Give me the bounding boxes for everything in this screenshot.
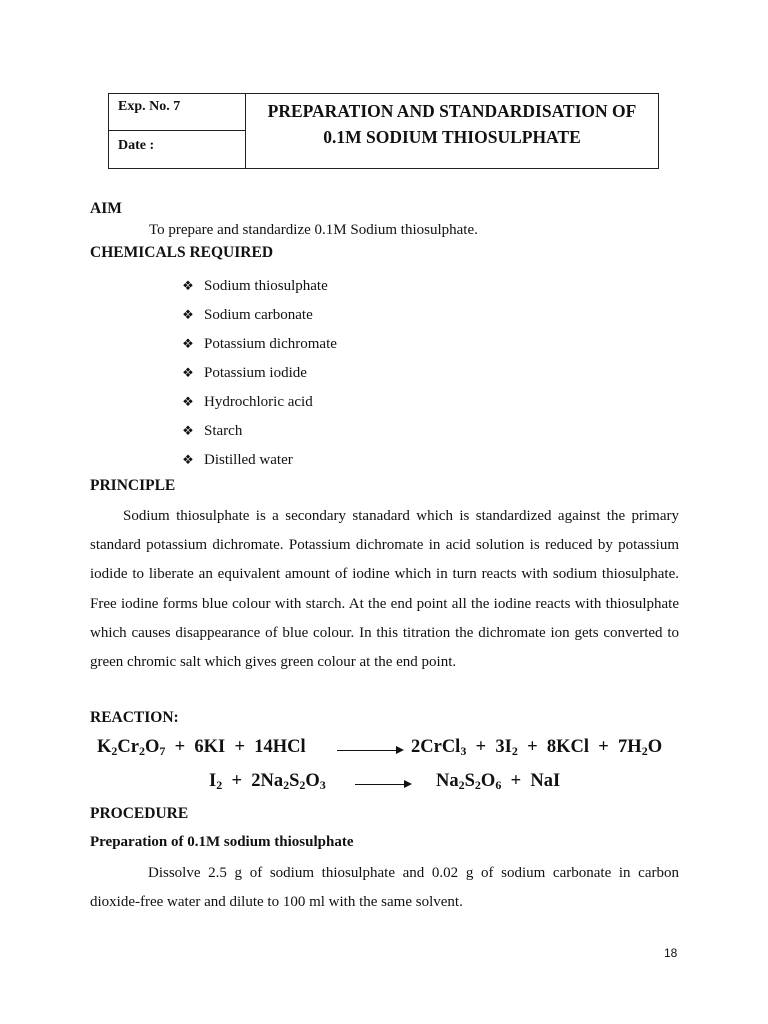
formula-part: 2CrCl [411, 737, 461, 757]
aim-text: To prepare and standardize 0.1M Sodium thiosulphate. [149, 222, 478, 238]
chemicals-list [180, 271, 337, 474]
chemical-name: Potassium dichromate [204, 335, 337, 352]
equation-1-products [411, 737, 662, 759]
formula-part: + 2Na [222, 771, 284, 791]
formula-part: O [480, 771, 496, 791]
diamond-bullet-icon: ❖ [182, 277, 194, 293]
formula-subscript: 6 [495, 778, 502, 792]
formula-subscript: 2 [138, 744, 145, 758]
formula-subscript: 2 [474, 778, 481, 792]
diamond-bullet-icon: ❖ [182, 393, 194, 409]
aim-heading: AIM [90, 200, 122, 217]
formula-part: O [305, 771, 320, 791]
chemical-name: Hydrochloric acid [204, 393, 313, 410]
title-line-1: PREPARATION AND STANDARDISATION OF [267, 101, 637, 121]
chemical-item [180, 358, 337, 387]
equation-1-reactants [97, 737, 306, 759]
date-label: Date : [118, 138, 155, 153]
formula-part: S [289, 771, 300, 791]
formula-part: + 3I [466, 737, 512, 757]
header-left-column [109, 94, 246, 168]
chemicals-heading: CHEMICALS REQUIRED [90, 244, 274, 261]
formula-part: I [209, 771, 217, 791]
formula-subscript: 2 [458, 778, 465, 792]
procedure-subheading: Preparation of 0.1M sodium thiosulphate [90, 834, 354, 850]
formula-subscript: 2 [283, 778, 290, 792]
chemical-name: Starch [204, 422, 243, 439]
formula-subscript: 2 [111, 744, 118, 758]
chemical-item [180, 300, 337, 329]
reaction-arrow-2 [355, 784, 410, 785]
principle-heading: PRINCIPLE [90, 477, 176, 494]
title-line-2: 0.1M SODIUM THIOSULPHATE [323, 127, 581, 147]
formula-subscript: 3 [460, 744, 467, 758]
formula-subscript: 3 [319, 778, 326, 792]
diamond-bullet-icon: ❖ [182, 422, 194, 438]
diamond-bullet-icon: ❖ [182, 364, 194, 380]
experiment-title [246, 98, 658, 150]
formula-part: Na [436, 771, 459, 791]
chemical-item [180, 387, 337, 416]
formula-part: O [647, 737, 663, 757]
diamond-bullet-icon: ❖ [182, 306, 194, 322]
chemical-item [180, 416, 337, 445]
formula-subscript: 2 [641, 744, 648, 758]
chemical-name: Sodium carbonate [204, 306, 313, 323]
formula-part: O [144, 737, 160, 757]
procedure-heading: PROCEDURE [90, 805, 189, 822]
chemical-name: Potassium iodide [204, 364, 307, 381]
equation-2-reactants [209, 771, 326, 793]
diamond-bullet-icon: ❖ [182, 451, 194, 467]
formula-subscript: 2 [299, 778, 306, 792]
formula-part: Cr [117, 737, 139, 757]
formula-part: S [464, 771, 475, 791]
chemical-item [180, 271, 337, 300]
reaction-arrow-1 [337, 750, 402, 751]
page-number: 18 [664, 946, 678, 960]
procedure-text: Dissolve 2.5 g of sodium thiosulphate and 0.02 g of sodium carbonate in carbon dioxide-free water and dilute to 100 ml with the same solvent. [90, 865, 679, 910]
exp-number: Exp. No. 7 [109, 94, 245, 131]
formula-subscript: 2 [216, 778, 223, 792]
formula-subscript: 2 [511, 744, 518, 758]
equation-2-products [436, 771, 560, 793]
reaction-heading: REACTION: [90, 709, 179, 726]
formula-part: + 6KI + 14HCl [165, 737, 306, 757]
formula-part: + 8KCl + 7H [517, 737, 642, 757]
chemical-name: Distilled water [204, 451, 293, 468]
formula-part: + NaI [501, 771, 561, 791]
formula-part: K [97, 737, 112, 757]
formula-subscript: 7 [159, 744, 166, 758]
diamond-bullet-icon: ❖ [182, 335, 194, 351]
chemical-name: Sodium thiosulphate [204, 277, 328, 294]
principle-text: Sodium thiosulphate is a secondary stanadard which is standardized against the primary standard potassium dichromate. Potassium dichromate in acid solution is reduced by potassium iodide to liberate an equivalent amount of iodine which in turn reacts with sodium thiosulphate. Free iodine forms blue colour with starch. At the end point all the iodine reacts with thiosulphate which causes disappearance of blue colour. In this titration the dichromate ion gets converted to green chromic salt which gives green colour at the end point. [90, 508, 679, 671]
chemical-item [180, 329, 337, 358]
chemical-item [180, 445, 337, 474]
experiment-header-table [108, 93, 659, 169]
